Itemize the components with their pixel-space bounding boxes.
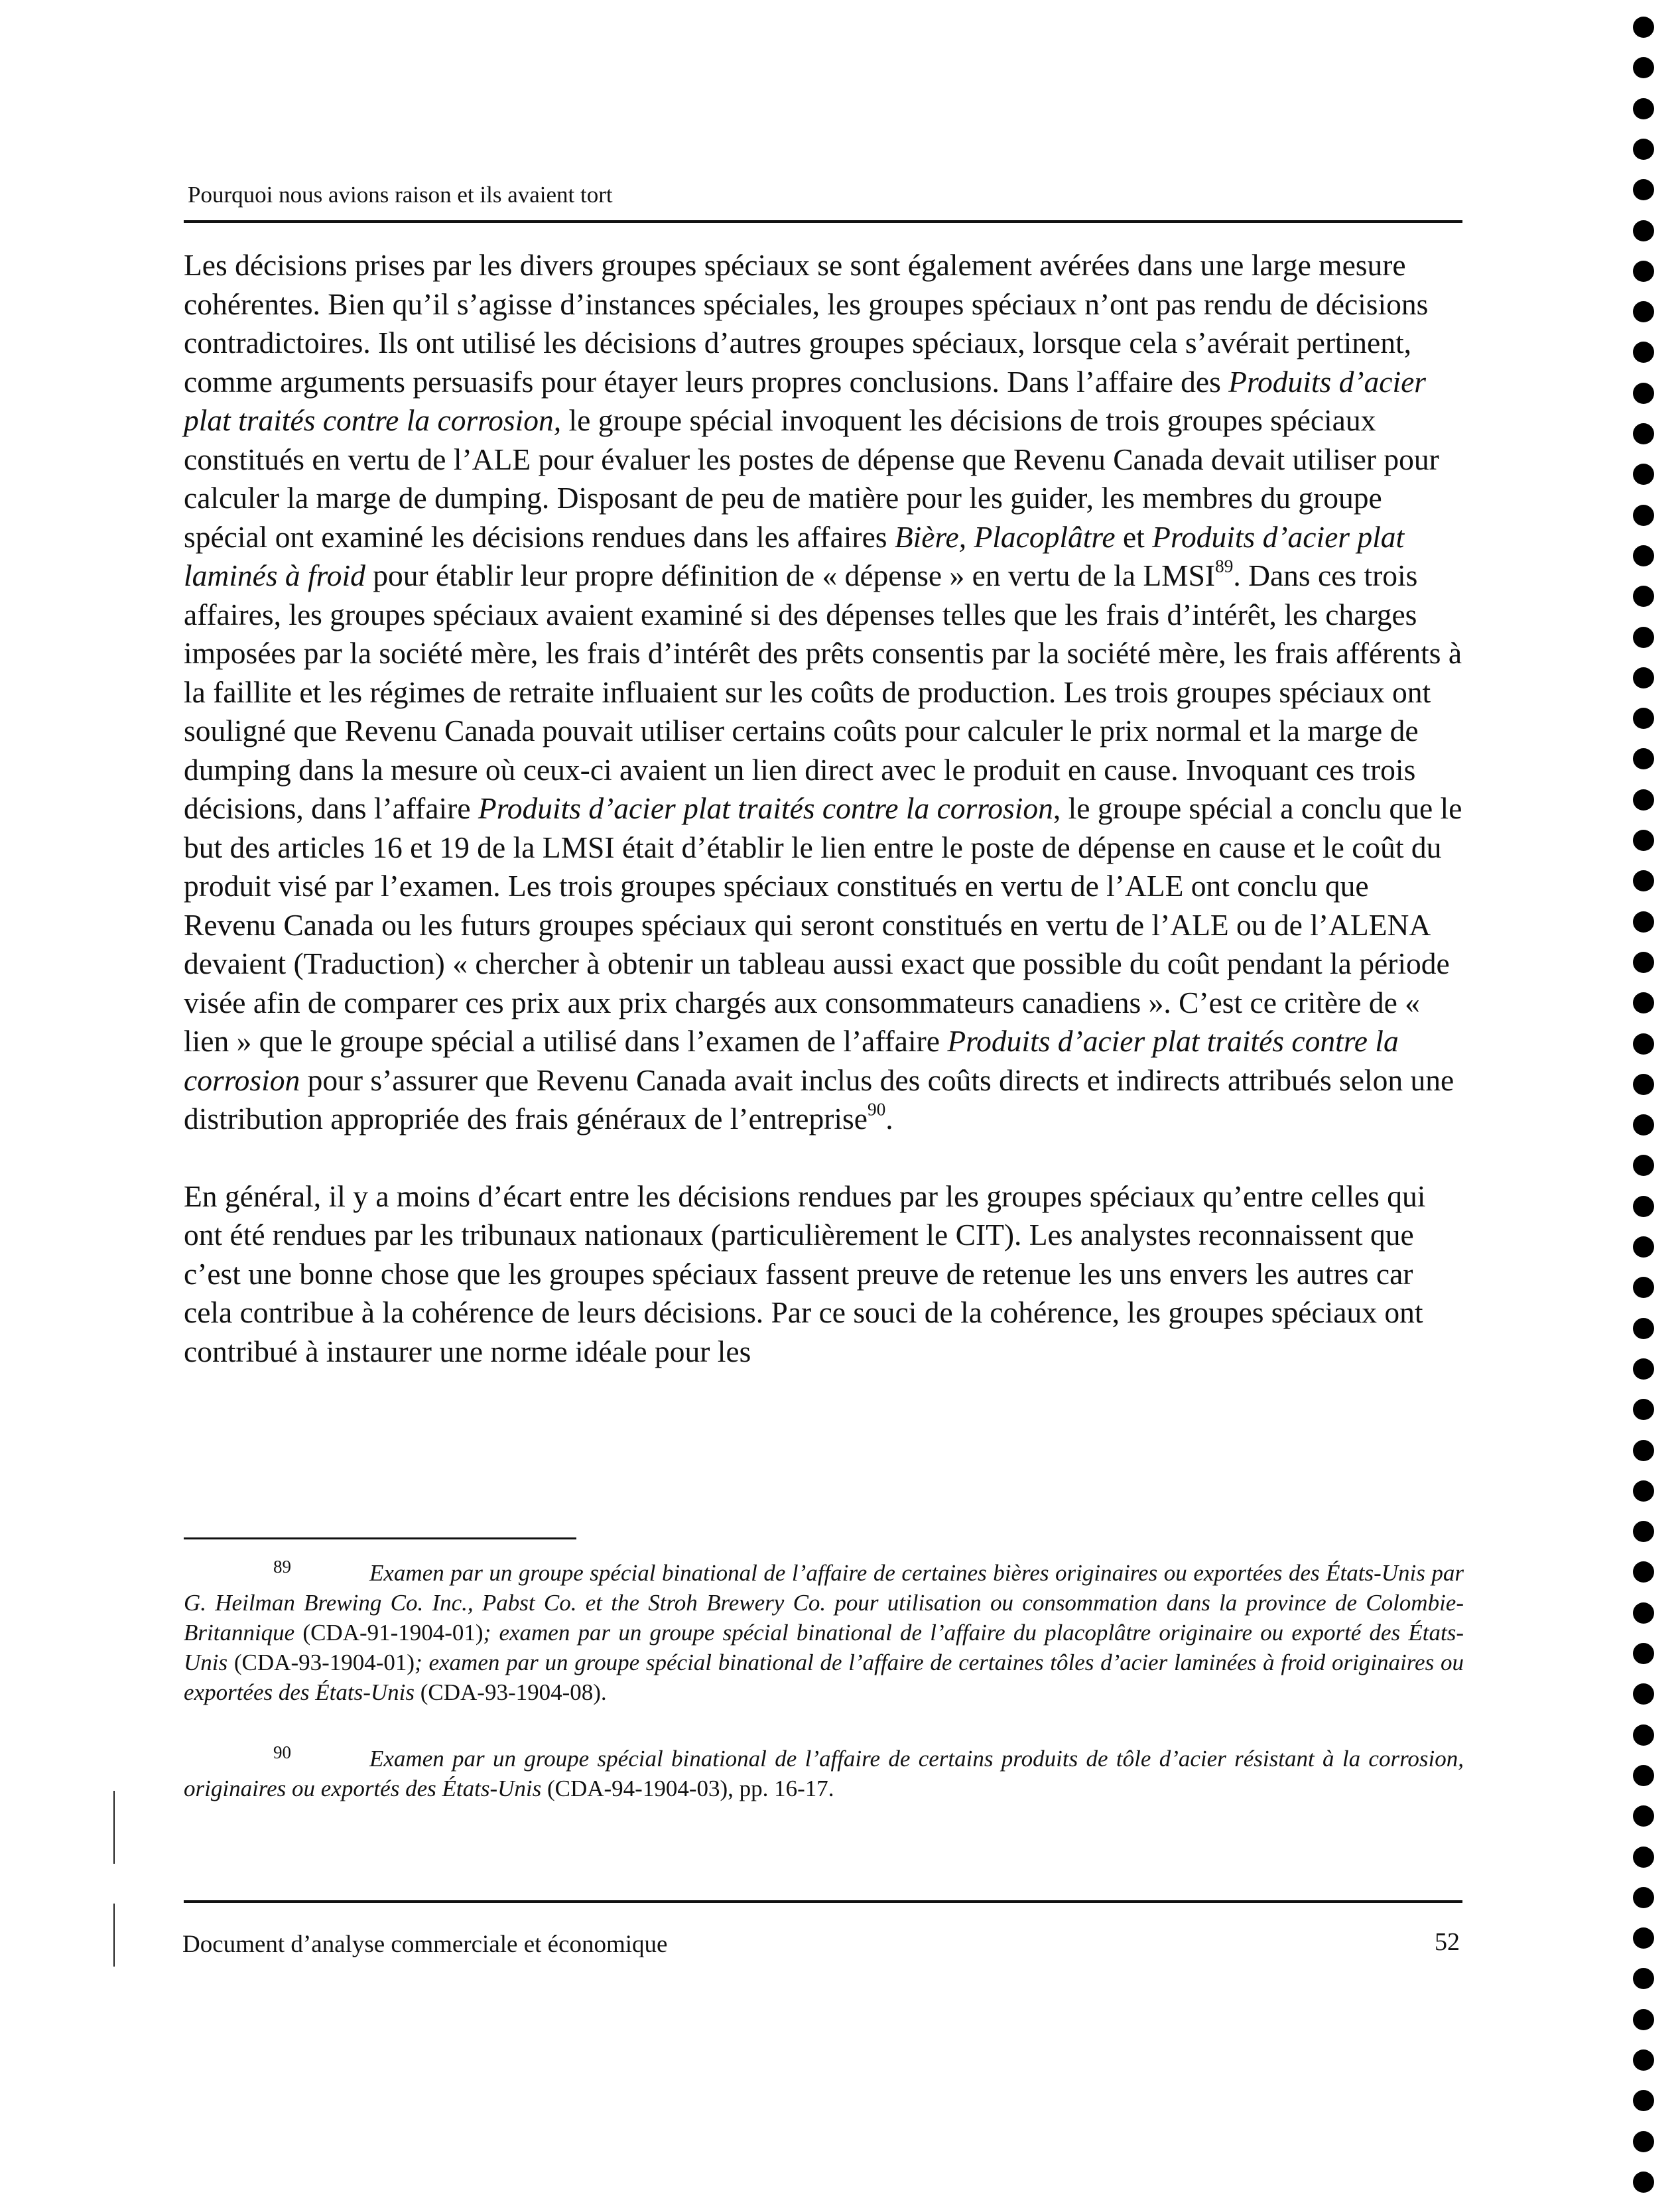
footnote-ref-89[interactable]: 89 — [1215, 556, 1234, 576]
footnote-text: (CDA-93-1904-01) — [227, 1650, 415, 1676]
paragraph-1 — [184, 246, 1464, 1139]
running-header: Pourquoi nous avions raison et ils avaient tort — [188, 182, 613, 208]
binding-hole — [1633, 1480, 1654, 1502]
binding-hole — [1633, 1114, 1654, 1136]
binding-hole — [1633, 139, 1654, 160]
footnote-italic: Examen par un groupe spécial binational de l’affaire de certains produits de tôle d’acier résistant à la corrosion, originaires ou exportés des États-Unis — [184, 1746, 1464, 1802]
binding-hole — [1633, 1074, 1654, 1095]
binding-hole — [1633, 220, 1654, 241]
binding-hole — [1633, 301, 1654, 322]
binding-hole — [1633, 1561, 1654, 1583]
body-text — [184, 246, 1464, 1409]
binding-hole — [1633, 1765, 1654, 1786]
binding-hole — [1633, 1602, 1654, 1624]
binding-hole — [1633, 1033, 1654, 1055]
binding-hole — [1633, 830, 1654, 851]
footnote-89 — [184, 1552, 1464, 1707]
italic-title: Produits d’acier plat laminés à froid — [184, 519, 1405, 592]
binding-hole — [1633, 627, 1654, 648]
binding-hole — [1633, 464, 1654, 485]
binding-hole — [1633, 1724, 1654, 1746]
binding-hole — [1633, 1887, 1654, 1908]
binding-hole — [1633, 1155, 1654, 1176]
footnote-number: 90 — [273, 1742, 291, 1763]
footnote-ref-90[interactable]: 90 — [867, 1099, 886, 1120]
binding-hole — [1633, 57, 1654, 78]
binding-hole — [1633, 342, 1654, 363]
text-run: . — [885, 1102, 893, 1136]
binding-hole — [1633, 789, 1654, 811]
footnote-italic: ; examen par un groupe spécial binational de l’affaire du placoplâtre originaire ou exporté des États-Unis — [184, 1620, 1464, 1676]
binding-hole — [1633, 1683, 1654, 1705]
footnote-rule — [184, 1537, 576, 1539]
binding-hole — [1633, 179, 1654, 200]
binding-hole — [1633, 708, 1654, 729]
page-number: 52 — [1435, 1928, 1460, 1956]
footnote-italic: Examen par un groupe spécial binational de l’affaire de certaines bières originaires ou exportées des États-Unis par G. Heilman Brewing Co. Inc., Pabst Co. et the Stroh Brewery Co. pour utilisation ou consommation dans la province de Colombie-Britannique — [184, 1560, 1464, 1646]
binding-hole — [1633, 261, 1654, 282]
binding-hole — [1633, 1927, 1654, 1949]
italic-title: Bière, Placoplâtre — [894, 519, 1116, 554]
text-run: Les décisions prises par les divers groupes spéciaux se sont également avérées dans une large mesure cohérentes. Bien qu’il s’agisse d’instances spéciales, les groupes spéciaux n’ont pas rendu de décisions contradictoires. Ils ont utilisé les décisions d’autres groupes spéciaux, lorsque cela s’avérait pertinent, comme arguments persuasifs pour étayer leurs propres conclusions. Dans l’affaire des — [184, 248, 1429, 399]
binding-hole — [1633, 748, 1654, 769]
italic-title: Produits d’acier plat traités contre la corrosion, — [184, 364, 1426, 437]
footnote-italic: ; examen par un groupe spécial binational de l’affaire de certaines tôles d’acier laminées à froid originaires ou exportées des États-Unis — [184, 1650, 1464, 1706]
text-run: pour établir leur propre définition de « dépense » en vertu de la LMSI — [365, 558, 1216, 592]
binding-hole — [1633, 1318, 1654, 1339]
binding-hole — [1633, 1399, 1654, 1420]
binding-hole — [1633, 667, 1654, 688]
binding-hole — [1633, 1440, 1654, 1461]
binding-hole — [1633, 1805, 1654, 1827]
text-run: pour s’assurer que Revenu Canada avait inclus des coûts directs et indirects attribués selon une distribution appropriée des frais généraux de l’entreprise — [184, 1063, 1454, 1136]
binding-hole — [1633, 2049, 1654, 2071]
footnote-90 — [184, 1738, 1464, 1803]
binding-hole — [1633, 1196, 1654, 1217]
binding-hole — [1633, 2172, 1654, 2193]
text-run: le groupe spécial invoquent les décisions de trois groupes spéciaux constitués en vertu de l’ALE pour évaluer les postes de dépense que Revenu Canada devait utiliser pour calculer la marge de dumping. Disposant de peu de matière pour les guider, les membres du groupe spécial ont examiné les décisions rendues dans les affaires — [184, 403, 1439, 554]
footnote-text: (CDA-93-1904-08). — [414, 1679, 607, 1706]
binding-hole — [1633, 545, 1654, 566]
binding-hole — [1633, 2131, 1654, 2152]
binding-hole — [1633, 870, 1654, 891]
footer-rule — [184, 1900, 1462, 1903]
text-run: , le groupe spécial a conclu que le but des articles 16 et 19 de la LMSI était d’établir le lien entre le poste de dépense en cause et le coût du produit visé par l’examen. Les trois groupes spéciaux constitués en vertu de l’ALE ont conclu que Revenu Canada ou les futurs groupes spéciaux qui seront constitués en vertu de l’ALE ou de l’ALENA devaient (Traduction) « chercher à obtenir un tableau aussi exact que possible du coût pendant la période visée afin de comparer ces prix aux prix chargés aux consommateurs canadiens ». C’est ce critère de « lien » que le groupe spécial a utilisé dans l’examen de l’affaire — [184, 791, 1462, 1058]
binding-hole — [1633, 2090, 1654, 2111]
binding-hole — [1633, 911, 1654, 933]
footnotes — [184, 1552, 1464, 1834]
binding-hole — [1633, 17, 1654, 38]
binding-hole — [1633, 1521, 1654, 1542]
scan-mark — [113, 1904, 115, 1967]
binding-hole — [1633, 1968, 1654, 1989]
text-run: et — [1115, 519, 1153, 554]
binding-hole — [1633, 1236, 1654, 1258]
binding-hole — [1633, 505, 1654, 526]
text-run: . Dans ces trois affaires, les groupes spéciaux avaient examiné si des dépenses telles que les frais d’intérêt, les charges imposées par la société mère, les frais d’intérêt des prêts consentis par la société mère, les frais afférents à la faillite et les régimes de retraite influaient sur les coûts de production. Les trois groupes spéciaux ont souligné que Revenu Canada pouvait utiliser certains coûts pour calculer le prix normal et la marge de dumping dans la mesure où ceux-ci avaient un lien direct avec le produit en cause. Invoquant ces trois décisions, dans l’affaire — [184, 558, 1462, 825]
binding-hole — [1633, 586, 1654, 607]
binding-hole — [1633, 98, 1654, 119]
binding-hole — [1633, 423, 1654, 444]
binding-holes — [1633, 0, 1659, 2208]
header-rule — [184, 220, 1462, 223]
footnote-number: 89 — [273, 1557, 291, 1577]
binding-hole — [1633, 1847, 1654, 1868]
binding-hole — [1633, 952, 1654, 973]
binding-hole — [1633, 2009, 1654, 2030]
binding-hole — [1633, 1358, 1654, 1380]
running-footer: Document d’analyse commerciale et économique — [182, 1931, 668, 1958]
binding-hole — [1633, 992, 1654, 1013]
binding-hole — [1633, 1277, 1654, 1298]
scan-mark — [113, 1791, 115, 1864]
footnote-text: (CDA-94-1904-03), pp. 16-17. — [541, 1776, 834, 1802]
italic-title: Produits d’acier plat traités contre la corrosion — [184, 1024, 1399, 1097]
paragraph-2: En général, il y a moins d’écart entre les décisions rendues par les groupes spéciaux qu’entre celles qui ont été rendues par les tribunaux nationaux (particulièrement le CIT). Les analystes reconnaissent que c’est une bonne chose que les groupes spéciaux fassent preuve de retenue les uns envers les autres car cela contribue à la cohérence de leurs décisions. Par ce souci de la cohérence, les groupes spéciaux ont contribué à instaurer une norme idéale pour les — [184, 1179, 1426, 1368]
binding-hole — [1633, 383, 1654, 404]
footnote-text: (CDA-91-1904-01) — [294, 1620, 484, 1646]
italic-title: Produits d’acier plat traités contre la corrosion — [478, 791, 1053, 825]
binding-hole — [1633, 1643, 1654, 1664]
